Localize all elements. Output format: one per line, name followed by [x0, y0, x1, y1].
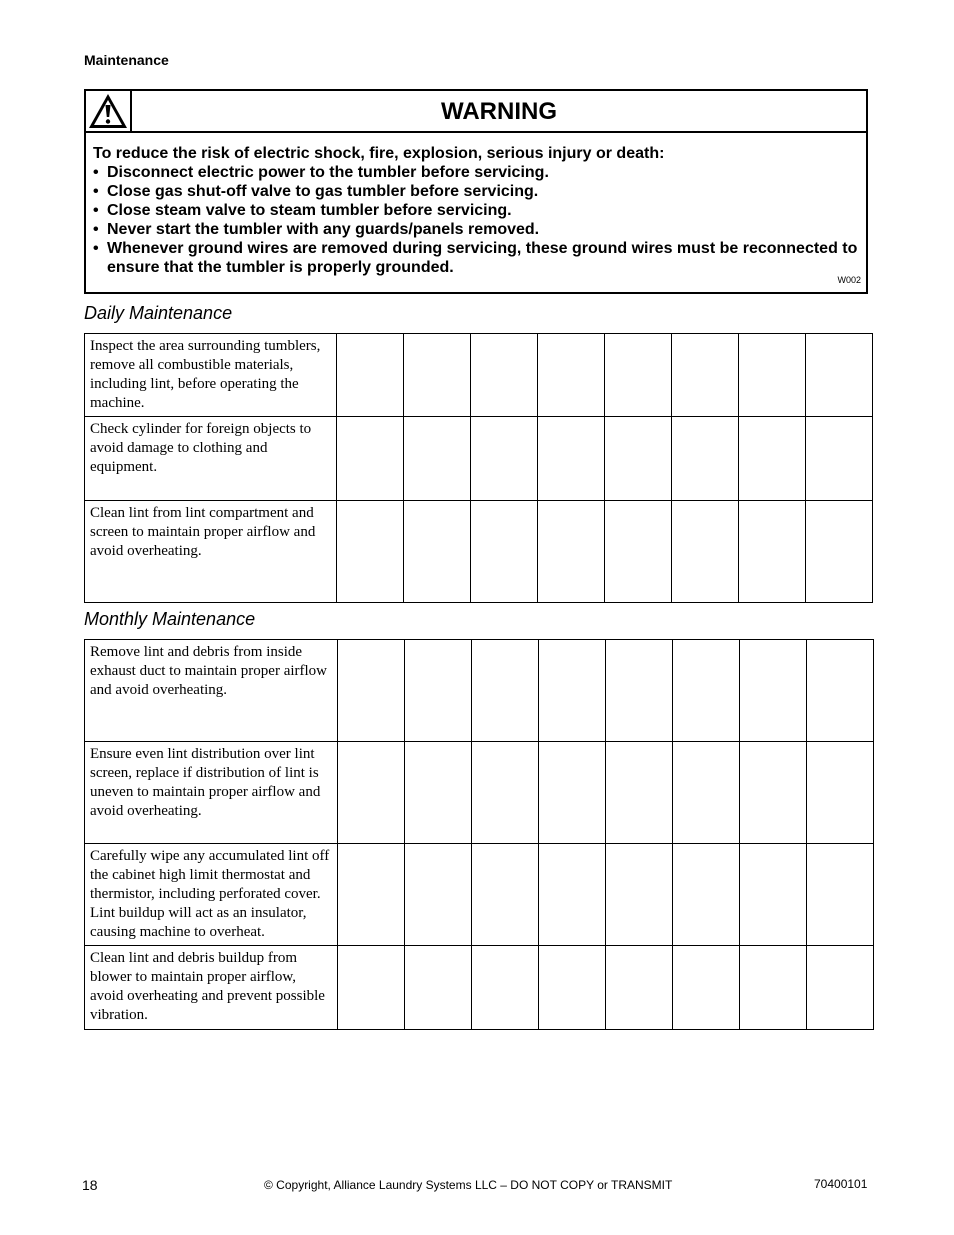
check-cell[interactable] — [338, 742, 405, 844]
check-cell[interactable] — [739, 334, 806, 417]
check-cell[interactable] — [807, 742, 874, 844]
warning-item — [93, 201, 859, 220]
warning-item-text: Never start the tumbler with any guards/panels removed. — [107, 221, 540, 238]
warning-item-text: Whenever ground wires are removed during servicing, these ground wires must be reconnected to ensure that the tumbler is properly grounded. — [107, 240, 858, 276]
warning-code: W002 — [837, 275, 861, 285]
check-cell[interactable] — [471, 417, 538, 501]
table-row — [85, 640, 874, 742]
daily-maintenance-title: Daily Maintenance — [84, 303, 233, 323]
bullet-icon: • — [93, 164, 99, 181]
check-cell[interactable] — [672, 334, 739, 417]
check-cell[interactable] — [338, 946, 405, 1030]
copyright-notice: © Copyright, Alliance Laundry Systems LLC – DO NOT COPY or TRANSMIT — [264, 1178, 673, 1192]
warning-item-text: Disconnect electric power to the tumbler before servicing. — [107, 164, 549, 181]
bullet-icon: • — [93, 183, 99, 200]
check-cell[interactable] — [405, 844, 472, 946]
check-cell[interactable] — [405, 640, 472, 742]
task-description: Ensure even lint distribution over lint screen, replace if distribution of lint is uneven to maintain proper airflow and avoid overheating. — [85, 742, 338, 844]
check-cell[interactable] — [605, 417, 672, 501]
task-description: Clean lint from lint compartment and screen to maintain proper airflow and avoid overheating. — [85, 501, 337, 603]
check-cell[interactable] — [673, 640, 740, 742]
task-description: Inspect the area surrounding tumblers, remove all combustible materials, including lint, before operating the machine. — [85, 334, 337, 417]
check-cell[interactable] — [404, 417, 471, 501]
check-cell[interactable] — [739, 417, 806, 501]
check-cell[interactable] — [673, 742, 740, 844]
check-cell[interactable] — [538, 417, 605, 501]
check-cell[interactable] — [472, 640, 539, 742]
check-cell[interactable] — [807, 640, 874, 742]
check-cell[interactable] — [806, 334, 873, 417]
check-cell[interactable] — [472, 946, 539, 1030]
check-cell[interactable] — [338, 844, 405, 946]
check-cell[interactable] — [605, 501, 672, 603]
daily-maintenance-table — [84, 333, 873, 603]
check-cell[interactable] — [337, 417, 404, 501]
check-cell[interactable] — [673, 844, 740, 946]
check-cell[interactable] — [538, 334, 605, 417]
check-cell[interactable] — [404, 334, 471, 417]
check-cell[interactable] — [605, 334, 672, 417]
table-row — [85, 417, 873, 501]
document-number: 70400101 — [814, 1177, 868, 1191]
check-cell[interactable] — [806, 501, 873, 603]
check-cell[interactable] — [606, 844, 673, 946]
section-header: Maintenance — [84, 52, 169, 68]
warning-list — [93, 163, 859, 277]
check-cell[interactable] — [740, 946, 807, 1030]
check-cell[interactable] — [405, 742, 472, 844]
check-cell[interactable] — [606, 946, 673, 1030]
check-cell[interactable] — [539, 844, 606, 946]
monthly-maintenance-table — [84, 639, 874, 1030]
warning-item — [93, 220, 859, 239]
check-cell[interactable] — [673, 946, 740, 1030]
warning-icon-cell — [86, 91, 132, 131]
task-description: Remove lint and debris from inside exhaust duct to maintain proper airflow and avoid overheating. — [85, 640, 338, 742]
check-cell[interactable] — [472, 742, 539, 844]
check-cell[interactable] — [606, 742, 673, 844]
check-cell[interactable] — [539, 742, 606, 844]
warning-item — [93, 239, 859, 277]
warning-item-text: Close steam valve to steam tumbler before servicing. — [107, 202, 512, 219]
task-description: Carefully wipe any accumulated lint off the cabinet high limit thermostat and thermistor, including perforated cover. Lint buildup will act as an insulator, causing machine to overheat. — [85, 844, 338, 946]
table-row — [85, 334, 873, 417]
bullet-icon: • — [93, 221, 99, 238]
check-cell[interactable] — [338, 640, 405, 742]
warning-item — [93, 163, 859, 182]
check-cell[interactable] — [740, 742, 807, 844]
task-description: Check cylinder for foreign objects to avoid damage to clothing and equipment. — [85, 417, 337, 501]
check-cell[interactable] — [472, 844, 539, 946]
check-cell[interactable] — [337, 501, 404, 603]
check-cell[interactable] — [740, 844, 807, 946]
table-row — [85, 742, 874, 844]
check-cell[interactable] — [672, 501, 739, 603]
warning-intro: To reduce the risk of electric shock, fire, explosion, serious injury or death: — [93, 145, 665, 162]
warning-triangle-icon — [88, 93, 128, 129]
warning-title-row — [86, 91, 866, 133]
bullet-icon: • — [93, 202, 99, 219]
check-cell[interactable] — [538, 501, 605, 603]
table-row — [85, 501, 873, 603]
monthly-maintenance-title: Monthly Maintenance — [84, 609, 256, 629]
bullet-icon: • — [93, 240, 99, 257]
table-row — [85, 844, 874, 946]
check-cell[interactable] — [807, 844, 874, 946]
warning-item-text: Close gas shut-off valve to gas tumbler before servicing. — [107, 183, 539, 200]
warning-box — [84, 89, 868, 294]
warning-title: WARNING — [441, 98, 557, 125]
check-cell[interactable] — [807, 946, 874, 1030]
check-cell[interactable] — [405, 946, 472, 1030]
check-cell[interactable] — [740, 640, 807, 742]
table-row — [85, 946, 874, 1030]
check-cell[interactable] — [806, 417, 873, 501]
warning-item — [93, 182, 859, 201]
page-number: 18 — [82, 1177, 98, 1193]
check-cell[interactable] — [471, 334, 538, 417]
warning-body — [93, 144, 859, 277]
check-cell[interactable] — [404, 501, 471, 603]
check-cell[interactable] — [606, 640, 673, 742]
check-cell[interactable] — [471, 501, 538, 603]
check-cell[interactable] — [739, 501, 806, 603]
task-description: Clean lint and debris buildup from blower to maintain proper airflow, avoid overheating and prevent possible vibration. — [85, 946, 338, 1030]
check-cell[interactable] — [539, 946, 606, 1030]
check-cell[interactable] — [337, 334, 404, 417]
check-cell[interactable] — [672, 417, 739, 501]
check-cell[interactable] — [539, 640, 606, 742]
